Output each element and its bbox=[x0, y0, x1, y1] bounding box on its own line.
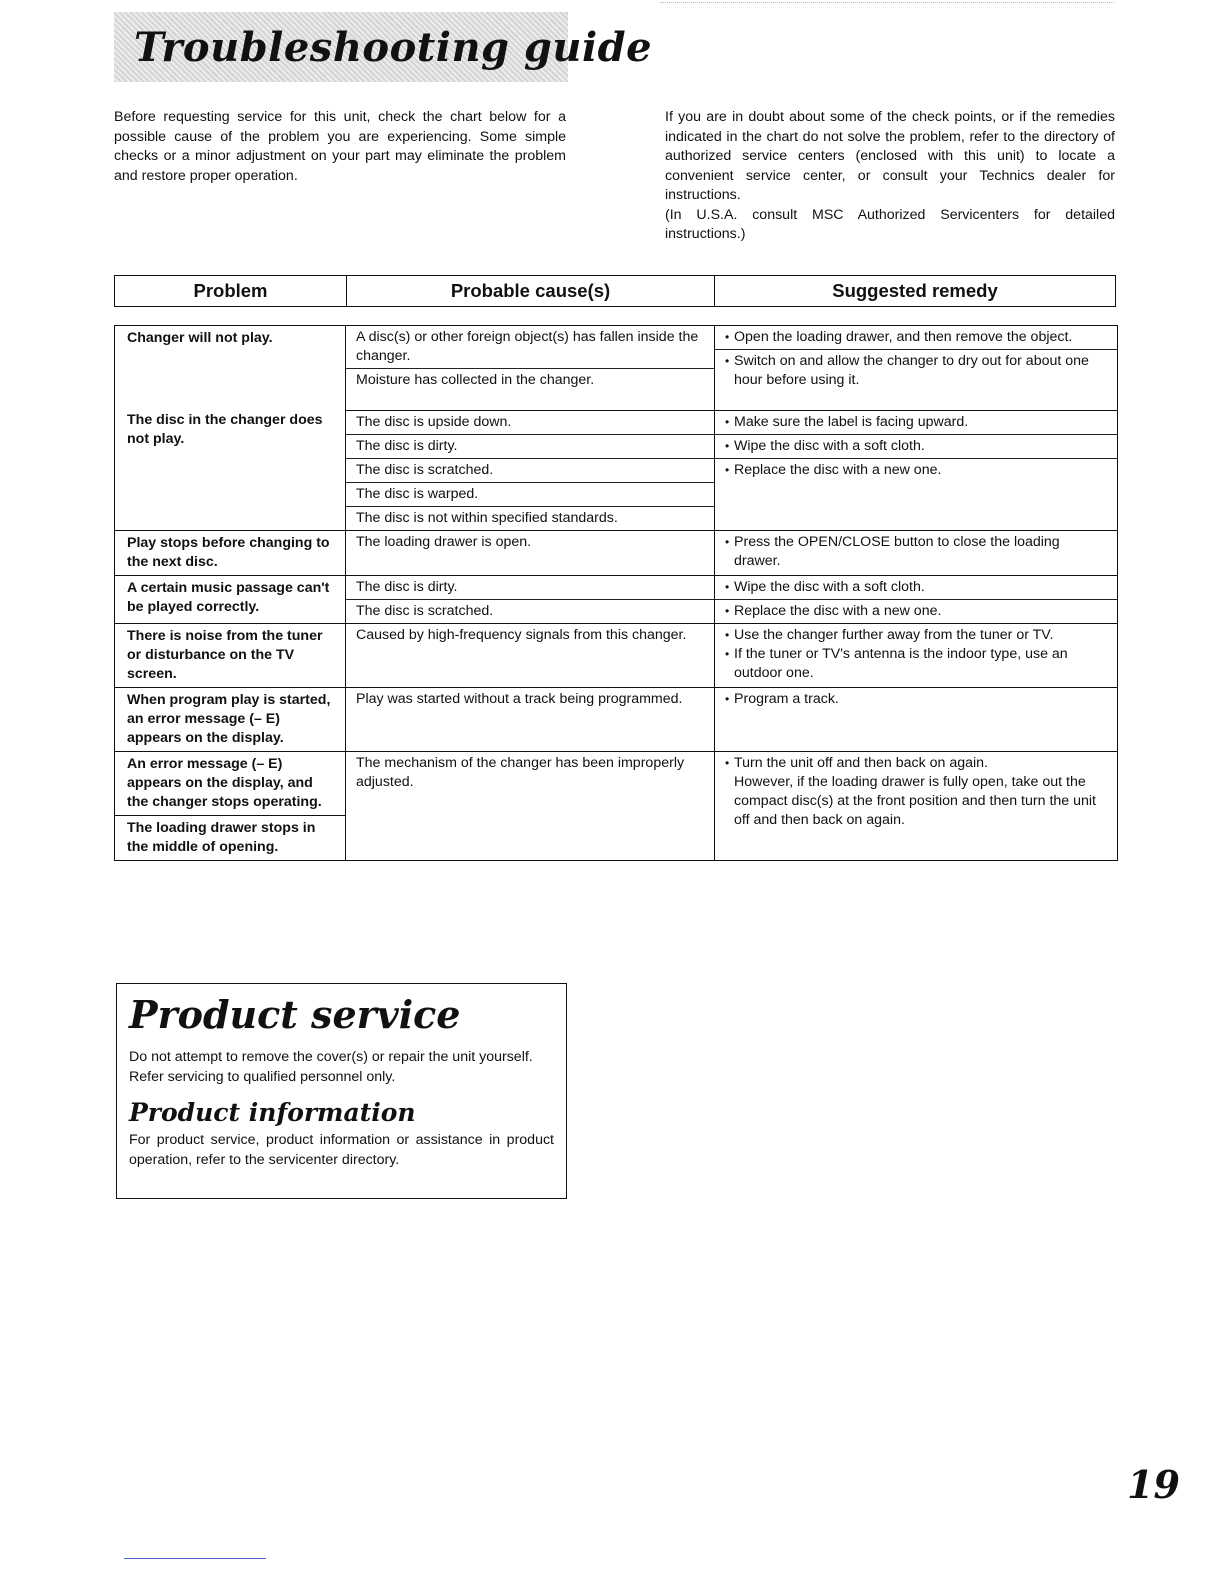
problem-cell: A certain music passage can't be played correctly. bbox=[115, 576, 346, 624]
remedy-cell bbox=[715, 752, 1118, 861]
cause-text: Play was started without a track being programmed. bbox=[356, 691, 683, 707]
bullet-icon: • bbox=[725, 535, 730, 549]
cause-text: The disc is upside down. bbox=[356, 414, 512, 430]
bullet-icon: • bbox=[725, 354, 730, 368]
remedy-item: • Use the changer further away from the tuner or TV. bbox=[725, 627, 1054, 643]
top-rule bbox=[660, 2, 1114, 3]
service-heading: Product service bbox=[129, 992, 461, 1037]
bullet-icon: • bbox=[725, 463, 730, 477]
header-problem: Problem bbox=[115, 276, 347, 306]
cause-text: The disc is warped. bbox=[346, 482, 714, 506]
table-row bbox=[115, 576, 1118, 624]
table-row bbox=[115, 531, 1118, 576]
remedy-cell bbox=[715, 326, 1118, 411]
bullet-icon: • bbox=[725, 439, 730, 453]
cause-cell bbox=[346, 326, 715, 411]
remedy-item: • Press the OPEN/CLOSE button to close the loading drawer. bbox=[725, 534, 1060, 569]
cause-cell bbox=[346, 624, 715, 688]
header-remedy: Suggested remedy bbox=[832, 280, 998, 301]
cause-cell bbox=[346, 688, 715, 752]
cause-text: Moisture has collected in the changer. bbox=[346, 368, 714, 410]
cause-cell bbox=[346, 576, 715, 624]
remedy-item: • Make sure the label is facing upward. bbox=[725, 414, 969, 430]
product-service-box bbox=[116, 983, 567, 1199]
remedy-item: • Program a track. bbox=[725, 691, 839, 707]
troubleshooting-table bbox=[114, 325, 1118, 861]
problem-cell: There is noise from the tuner or disturbance on the TV screen. bbox=[115, 624, 346, 688]
header-cause: Probable cause(s) bbox=[347, 276, 715, 306]
info-heading: Product information bbox=[129, 1098, 416, 1127]
cause-text: Caused by high-frequency signals from this changer. bbox=[356, 627, 687, 643]
service-text: Do not attempt to remove the cover(s) or repair the unit yourself. bbox=[129, 1049, 533, 1065]
footer-line bbox=[124, 1558, 266, 1559]
remedy-item: • Replace the disc with a new one. bbox=[715, 599, 1117, 623]
problem-cell: When program play is started, an error message (– E) appears on the display. bbox=[115, 688, 346, 752]
cause-text: A disc(s) or other foreign object(s) has fallen inside the changer. bbox=[356, 329, 699, 364]
intro-left bbox=[114, 108, 566, 186]
cause-cell bbox=[346, 411, 715, 531]
problem-cell: Play stops before changing to the next disc. bbox=[115, 531, 346, 576]
remedy-text: However, if the loading drawer is fully open, take out the compact disc(s) at the front position and then turn the unit off and then back on again. bbox=[734, 774, 1096, 828]
problem-text: An error message (– E) appears on the display, and the changer stops operating. bbox=[127, 756, 322, 810]
bullet-icon: • bbox=[725, 330, 730, 344]
table-row bbox=[115, 326, 1118, 411]
cause-text: The disc is scratched. bbox=[346, 458, 714, 482]
remedy-item: • Wipe the disc with a soft cloth. bbox=[715, 434, 1117, 458]
remedy-item: • Replace the disc with a new one. bbox=[715, 458, 1117, 482]
problem-text: The disc in the changer does not play. bbox=[127, 412, 323, 447]
remedy-item: • Wipe the disc with a soft cloth. bbox=[725, 579, 925, 595]
info-text: For product service, product information or assistance in product operation, refer to the servicenter directory. bbox=[129, 1132, 554, 1168]
table-header bbox=[114, 275, 1116, 307]
page-title: Troubleshooting guide bbox=[134, 24, 653, 71]
table-row bbox=[115, 624, 1118, 688]
intro-left-text: Before requesting service for this unit, check the chart below for a possible cause of the problem you are experiencing. Some simple checks or a minor adjustment on your part may eliminate the problem and restore proper operation. bbox=[114, 109, 566, 184]
remedy-item bbox=[715, 752, 1117, 832]
problem-text: The loading drawer stops in the middle of opening. bbox=[115, 815, 345, 860]
bullet-icon: • bbox=[725, 692, 730, 706]
bullet-icon: • bbox=[725, 580, 730, 594]
problem-cell bbox=[115, 752, 346, 861]
cause-text: The disc is dirty. bbox=[346, 434, 714, 458]
remedy-cell bbox=[715, 688, 1118, 752]
table-row bbox=[115, 688, 1118, 752]
cause-text: The loading drawer is open. bbox=[356, 534, 532, 550]
service-text: Refer servicing to qualified personnel only. bbox=[129, 1068, 396, 1085]
intro-right-note: (In U.S.A. consult MSC Authorized Servicenters for detailed instructions.) bbox=[665, 206, 1115, 242]
cause-cell bbox=[346, 531, 715, 576]
table-row bbox=[115, 752, 1118, 861]
problem-text: Changer will not play. bbox=[127, 330, 273, 346]
remedy-text: Turn the unit off and then back on again. bbox=[734, 755, 988, 771]
page-number: 19 bbox=[1127, 1462, 1180, 1507]
intro-right bbox=[665, 108, 1115, 245]
bullet-icon: • bbox=[725, 647, 730, 661]
bullet-icon: • bbox=[725, 628, 730, 642]
bullet-icon: • bbox=[725, 415, 730, 429]
intro-right-text: If you are in doubt about some of the check points, or if the remedies indicated in the chart do not solve the problem, refer to the directory of authorized service centers (enclosed with this unit) to locate a convenient service center, or consult your Technics dealer for instructions. bbox=[665, 109, 1115, 203]
remedy-cell bbox=[715, 531, 1118, 576]
cause-text: The disc is scratched. bbox=[346, 599, 714, 623]
cause-text: The disc is dirty. bbox=[356, 579, 458, 595]
bullet-icon: • bbox=[725, 756, 730, 770]
remedy-item: • If the tuner or TV's antenna is the indoor type, use an outdoor one. bbox=[725, 646, 1068, 681]
cause-text: The disc is not within specified standards. bbox=[346, 506, 714, 530]
cause-cell bbox=[346, 752, 715, 861]
remedy-item: • Open the loading drawer, and then remove the object. bbox=[725, 329, 1073, 345]
remedy-cell bbox=[715, 624, 1118, 688]
bullet-icon: • bbox=[725, 604, 730, 618]
remedy-cell bbox=[715, 576, 1118, 624]
remedy-item: • Switch on and allow the changer to dry out for about one hour before using it. bbox=[715, 349, 1117, 392]
remedy-cell bbox=[715, 411, 1118, 531]
cause-text: The mechanism of the changer has been improperly adjusted. bbox=[356, 755, 685, 790]
title-banner bbox=[114, 12, 653, 82]
problem-cell bbox=[115, 326, 346, 531]
